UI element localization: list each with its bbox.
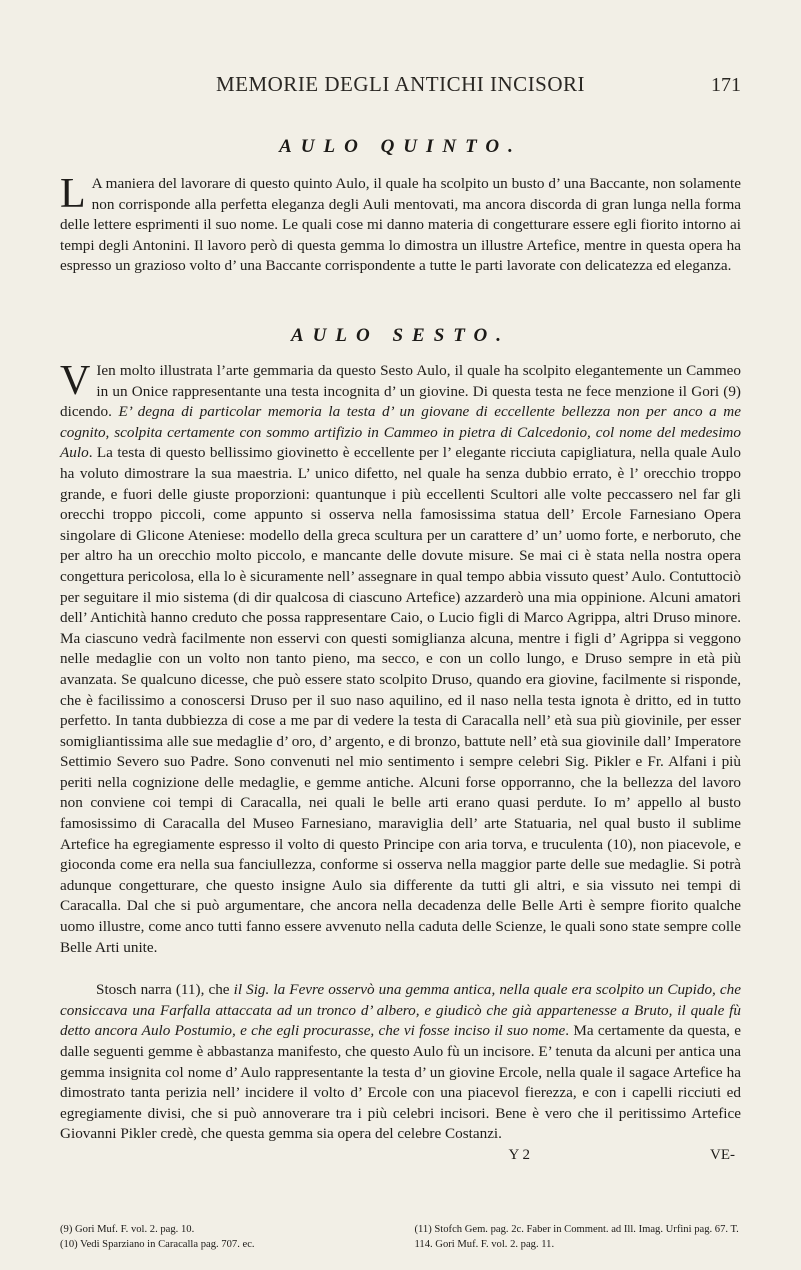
footnote-column-left <box>60 1222 387 1252</box>
section-title: AULO QUINTO. <box>279 136 522 157</box>
page-number: 171 <box>711 74 741 96</box>
section-aulo-sesto <box>60 325 741 1164</box>
catchword-line <box>60 1147 741 1164</box>
footnote: (10) Vedi Sparziano in Caracalla pag. 707. ec. <box>60 1239 255 1250</box>
signature-mark: Y 2 <box>508 1146 530 1163</box>
footnotes <box>60 1222 741 1252</box>
quotation: E’ degna di particolar memoria la testa d’ un giovane di eccellente bellezza non per anco a me cognito, scolpita certamente con sommo artifizio in Cammeo in pietra di Calcedonio, col nome del medesimo Aulo <box>60 403 741 462</box>
running-title: MEMORIE DEGLI ANTICHI INCISORI <box>215 72 586 96</box>
section-title: AULO SESTO. <box>290 325 510 346</box>
catchword: VE- <box>710 1146 735 1163</box>
quotation: il Sig. la Fevre osservò una gemma antica, nella quale era scolpito un Cupido, che consiccava una Farfalla attaccata ad un tronco d’ albero, e giudicò che già appartenesse a Bruto, il quale fù detto ancora Aulo Postumio, e che egli procurasse, che vi fosse inciso il suo nome <box>60 981 741 1040</box>
page-header <box>60 72 741 97</box>
paragraph-text: Ien molto illustrata l’arte gemmaria da questo Sesto Aulo, il quale ha scolpito elegantemente un Cammeo in un Onice rappresentante una testa incognita d’ un giovine. Di questa testa ne fece menzione il Gori (9) dicendo. <box>60 362 741 421</box>
footnote: (11) Stofch Gem. pag. 2c. Faber in Comment. ad Ill. Imag. Urfini pag. 67. T. 114. Gori Muf. F. vol. 2. pag. 11. <box>414 1224 739 1250</box>
section-aulo-quinto <box>60 136 741 277</box>
paragraph-text: Stosch narra (11), che <box>96 981 234 999</box>
paragraph-text: A maniera del lavorare di questo quinto Aulo, il quale ha scolpito un busto d’ una Baccante, non solamente non corrisponde alla perfetta eleganza degli Auli mentovati, ma ancora discorda di gran lunga nella forma delle lettere esprimenti il suo nome. Le quali cose mi danno materia di congetturare essere egli fiorito intorno ai tempi degli Antonini. Il lavoro però di questa gemma lo dimostra un illustre Artefice, mentre in questa opera ha espresso un grazioso volto d’ una Baccante corrispondente a tutte le parti lavorate con delicatezza ed eleganza. <box>60 175 741 275</box>
paragraph <box>60 358 741 958</box>
footnote: (9) Gori Muf. F. vol. 2. pag. 10. <box>60 1224 195 1235</box>
paragraph <box>60 171 741 277</box>
drop-cap: V <box>60 358 91 404</box>
footnote-column-right <box>415 1222 742 1252</box>
drop-cap: L <box>60 171 86 217</box>
paragraph-text: . Ma certamente da questa, e dalle seguenti gemme è abbastanza manifesto, che questo Aulo fù un incisore. E’ tenuta da alcuni per antica una gemma insignita col nome d’ Aulo rappresentante la testa d’ un giovine Ercole, nella quale il sagace Artefice ha dimostrato tanta perizia nell’ incidere il volto d’ Ercole con una piacevol fierezza, e con i capelli ricciuti ed egregiamente divisi, che si può annoverare tra i più celebri incisori. Bene è vero che il peritissimo Artefice Giovanni Pikler credè, che questa gemma sia opera del celebre Costanzi. <box>60 1022 742 1143</box>
paragraph <box>60 980 741 1145</box>
paragraph-text: . La testa di questo bellissimo giovinetto è eccellente per l’ elegante ricciuta capigliatura, nella quale Aulo ha voluto dimostrare la sua maestria. L’ unico difetto, nel quale ha senza dubbio errato, è l’ orecchio troppo grande, e fuori delle giuste proporzioni: quantunque i più eccellenti Scultori alle volte peccassero nel far gli orecchi troppo piccoli, come appunto si osserva nella famosissima statua dell’ Ercole Farnesiano Opera singolare di Glicone Ateniese: modello della greca scultura per un carattere d’ un’ uomo forte, e nerboruto, che per altro ha un orecchio molto piccolo, e mancante delle dovute misure. Se mai ci è stata nella nostra opera congettura pericolosa, ella lo è sicuramente nell’ assegnare in qual tempo abbia vissuto quest’ Aulo. Contuttociò per seguitare il mio sistema (di dir qualcosa di ciascuno Artefice) azzarderò una mia oppinione. Alcuni amatori dell’ Antichità hanno creduto che possa rappresentare Caio, o Lucio figli di Marco Agrippa, altri Druso minore. Ma ciascuno vedrà facilmente non esservi con questi somiglianza alcuna, mentre i figli d’ Agrippa si veggono nelle medaglie con un volto non tanto pieno, ma secco, e con un collo lungo, e Druso sempre in età più avanzata. Se qualcuno dicesse, che può essere stato scolpito Druso, quando era giovine, facilmente si risponde, che è facilissimo a conoscersi Druso per il suo naso aquilino, ed il naso nella testa ignota è dritto, ed in tutto perfetto. In tanta dubbiezza di cose a me par di vedere la testa di Caracalla nell’ età sua più giovinile, per esser somigliantissima alle sue medaglie d’ oro, d’ argento, e di bronzo, battute nell’ età sua giovinile dall’ Imperatore Settimio Severo suo Padre. Sono convenuti nel mio sentimento i sempre celebri Sig. Pikler e Fr. Alfani i più periti nella cognizione delle medaglie, e gemme antiche. Alcuni forse opporranno, che la bellezza del lavoro non conviene coi tempi di Caracalla, nei quali le belle arti erano quasi perdute. Io m’ appello al busto famosissimo di Caracalla del Museo Farnesiano, maraviglia dell’ arte Statuaria, nel qual busto il sublime Artefice ha egregiamente espresso il volto di questo Principe con aria torva, e truculenta (10), non piacevole, e gioconda come era nella sua fanciullezza, conforme si osserva nella maggior parte delle sue medaglie. Si potrà adunque congetturare, che questo insigne Aulo sia differente da tutti gli altri, e sia vissuto nei tempi di Caracalla. Dal che si può argumentare, che ancora nella decadenza delle Belle Arti è sempre fiorito qualche uomo illustre, come anco tutti fanno essere avvenuto nella caduta delle Scienze, le quali sono state sempre colle Belle Arti unite. <box>60 444 741 956</box>
